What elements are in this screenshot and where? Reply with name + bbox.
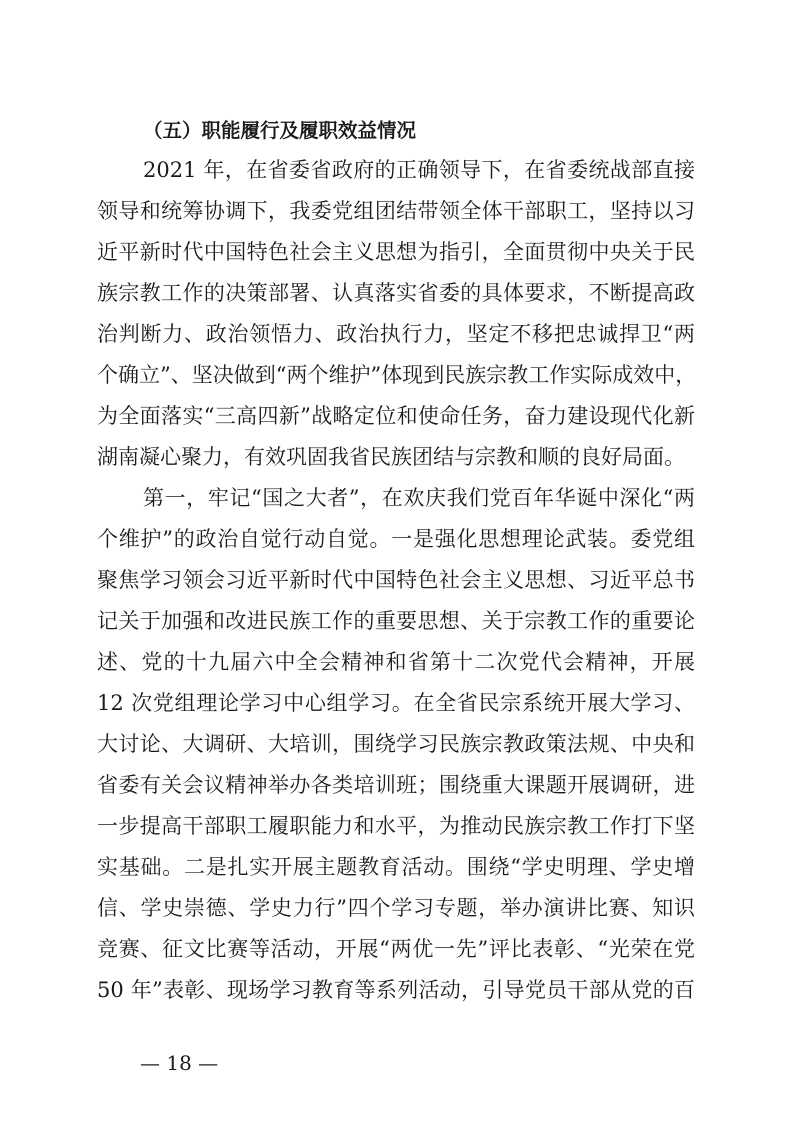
paragraph-line: 50 年”表彰、现场学习教育等系列活动，引导党员干部从党的百 [97, 978, 695, 1002]
paragraph-line: 大讨论、大调研、大培训，围绕学习民族宗教政策法规、中央和 [97, 732, 695, 756]
paragraph-line: 省委有关会议精神举办各类培训班；围绕重大课题开展调研，进 [97, 773, 695, 797]
section-heading: （五）职能履行及履职效益情况 [143, 119, 417, 142]
paragraph-line: 记关于加强和改进民族工作的重要思想、关于宗教工作的重要论 [97, 609, 695, 633]
paragraph-line: 12 次党组理论学习中心组学习。在全省民宗系统开展大学习、 [97, 691, 695, 715]
paragraph-line: 第一，牢记“国之大者”，在欢庆我们党百年华诞中深化“两 [143, 486, 695, 510]
page-number: — 18 — [140, 1051, 219, 1075]
paragraph-line: 治判断力、政治领悟力、政治执行力，坚定不移把忠诚捍卫“两 [97, 322, 695, 346]
paragraph-line: 近平新时代中国特色社会主义思想为指引，全面贯彻中央关于民 [97, 240, 695, 264]
paragraph-line: 为全面落实“三高四新”战略定位和使命任务，奋力建设现代化新 [97, 404, 695, 428]
paragraph-line: 述、党的十九届六中全会精神和省第十二次党代会精神，开展 [97, 650, 695, 674]
paragraph-line: 湖南凝心聚力，有效巩固我省民族团结与宗教和顺的良好局面。 [97, 445, 685, 469]
paragraph-line: 个确立”、坚决做到“两个维护”体现到民族宗教工作实际成效中， [97, 363, 697, 387]
paragraph-line: 族宗教工作的决策部署、认真落实省委的具体要求，不断提高政 [97, 281, 695, 305]
paragraph-line: 一步提高干部职工履职能力和水平，为推动民族宗教工作打下坚 [97, 814, 695, 838]
paragraph-line: 聚焦学习领会习近平新时代中国特色社会主义思想、习近平总书 [97, 568, 695, 592]
paragraph-line: 个维护”的政治自觉行动自觉。一是强化思想理论武装。委党组 [97, 527, 695, 551]
paragraph-line: 信、学史崇德、学史力行”四个学习专题，举办演讲比赛、知识 [97, 896, 695, 920]
paragraph-line: 实基础。二是扎实开展主题教育活动。围绕“学史明理、学史增 [97, 855, 695, 879]
paragraph-line: 领导和统筹协调下，我委党组团结带领全体干部职工，坚持以习 [97, 199, 695, 223]
paragraph-line: 2021 年，在省委省政府的正确领导下，在省委统战部直接 [143, 158, 695, 182]
paragraph-line: 竞赛、征文比赛等活动，开展“两优一先”评比表彰、“光荣在党 [97, 937, 695, 961]
